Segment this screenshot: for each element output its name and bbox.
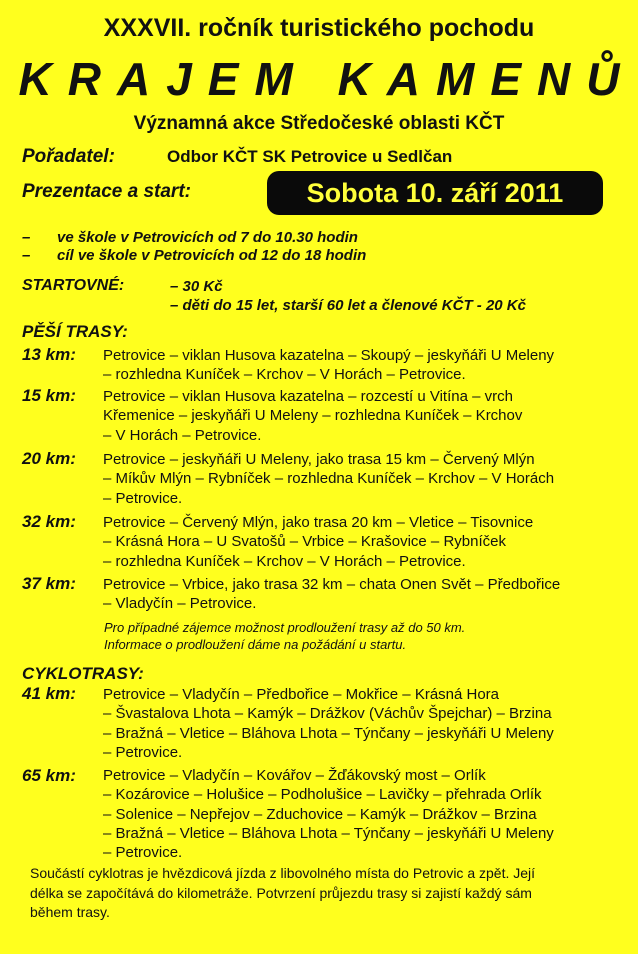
presentation-item-1: ve škole v Petrovicích od 7 do 10.30 hodin [57, 229, 358, 246]
note-line: Informace o prodloužení dáme na požádání u startu. [104, 637, 407, 652]
title-line-1: XXXVII. ročník turistického pochodu [103, 14, 535, 42]
cycling-route-41-km: 41 km: [22, 684, 76, 703]
fee-line-1: – 30 Kč [170, 278, 223, 295]
route-line: Petrovice – Vladyčín – Předbořice – Mokřice – Krásná Hora [103, 686, 500, 703]
fee-label: STARTOVNÉ: [22, 277, 125, 294]
cycling-route-41-text [103, 685, 554, 762]
presentation-dash-1: – [22, 229, 31, 246]
route-line: – V Horách – Petrovice. [103, 426, 262, 444]
presentation-dash-2: – [22, 247, 31, 264]
walking-route-15-text [103, 387, 522, 445]
route-line: Petrovice – viklan Husova kazatelna – rozcestí u Vitína – vrch [103, 388, 513, 405]
route-line: – Bražná – Vletice – Bláhova Lhota – Týnčany – jeskyňáři U Meleny [103, 724, 554, 742]
walking-route-20-text [103, 450, 554, 508]
walking-route-15-km: 15 km: [22, 386, 76, 405]
walking-route-32-km: 32 km: [22, 512, 76, 531]
title-subtitle: Významná akce Středočeské oblasti KČT [133, 113, 505, 134]
cycling-route-65-km: 65 km: [22, 766, 76, 785]
route-line: – Švastalova Lhota – Kamýk – Drážkov (Váchův Špejchar) – Brzina [103, 705, 552, 723]
walking-route-37-text [103, 575, 560, 614]
event-name: KRAJEM KAMENŮ [18, 53, 636, 105]
fee-line-2: – děti do 15 let, starší 60 let a členové KČT - 20 Kč [170, 297, 526, 314]
note-line: Pro případné zájemce možnost prodloužení trasy až do 50 km. [104, 620, 466, 635]
walking-route-37-km: 37 km: [22, 574, 76, 593]
route-line: – Vladyčín – Petrovice. [103, 595, 257, 613]
route-line: – Petrovice. [103, 743, 183, 761]
route-line: – rozhledna Kuníček – Krchov – V Horách – Petrovice. [103, 366, 466, 384]
organizer-value: Odbor KČT SK Petrovice u Sedlčan [167, 147, 453, 166]
route-line: – rozhledna Kuníček – Krchov – V Horách – Petrovice. [103, 552, 466, 570]
route-line: – Solenice – Nepřejov – Zduchovice – Kamýk – Drážkov – Brzina [103, 805, 537, 823]
extension-note [104, 619, 465, 653]
route-line: Křemenice – jeskyňáři U Meleny – rozhledna Kuníček – Krchov [103, 407, 523, 425]
footer-text [30, 864, 535, 923]
footer-line: Součástí cyklotras je hvězdicová jízda z libovolného místa do Petrovic a zpět. Její [30, 865, 536, 881]
route-line: – Petrovice. [103, 844, 183, 862]
walking-heading: PĚŠÍ TRASY: [22, 322, 128, 341]
walking-route-13-km: 13 km: [22, 345, 76, 364]
footer-line: délka se započítává do kilometráže. Potvrzení průjezdu trasy si zajistí každý sám [30, 884, 532, 901]
presentation-label: Prezentace a start: [22, 181, 191, 202]
route-line: – Bražná – Vletice – Bláhova Lhota – Týnčany – jeskyňáři U Meleny [103, 824, 554, 842]
walking-route-13-text [103, 346, 554, 385]
presentation-item-2: cíl ve škole v Petrovicích od 12 do 18 hodin [57, 247, 367, 264]
cycling-route-65-text [103, 766, 554, 862]
cycling-heading: CYKLOTRASY: [22, 664, 144, 683]
organizer-label: Pořadatel: [22, 146, 115, 167]
footer-line: během trasy. [30, 904, 110, 920]
event-date-badge: Sobota 10. září 2011 [267, 171, 603, 215]
walking-route-20-km: 20 km: [22, 449, 76, 468]
route-line: – Petrovice. [103, 489, 183, 507]
walking-route-32-text [103, 513, 533, 571]
route-line: Petrovice – Vrbice, jako trasa 32 km – chata Onen Svět – Předbořice [103, 576, 561, 593]
route-line: Petrovice – Vladyčín – Kovářov – Žďákovský most – Orlík [103, 767, 486, 784]
route-line: – Kozárovice – Holušice – Podholušice – Lavičky – přehrada Orlík [103, 786, 542, 804]
route-line: Petrovice – viklan Husova kazatelna – Skoupý – jeskyňáři U Meleny [103, 347, 555, 364]
route-line: – Krásná Hora – U Svatošů – Vrbice – Krašovice – Rybníček [103, 533, 506, 551]
route-line: Petrovice – jeskyňáři U Meleny, jako trasa 15 km – Červený Mlýn [103, 451, 535, 468]
route-line: – Míkův Mlýn – Rybníček – rozhledna Kuníček – Krchov – V Horách [103, 470, 555, 488]
route-line: Petrovice – Červený Mlýn, jako trasa 20 km – Vletice – Tisovnice [103, 514, 534, 531]
